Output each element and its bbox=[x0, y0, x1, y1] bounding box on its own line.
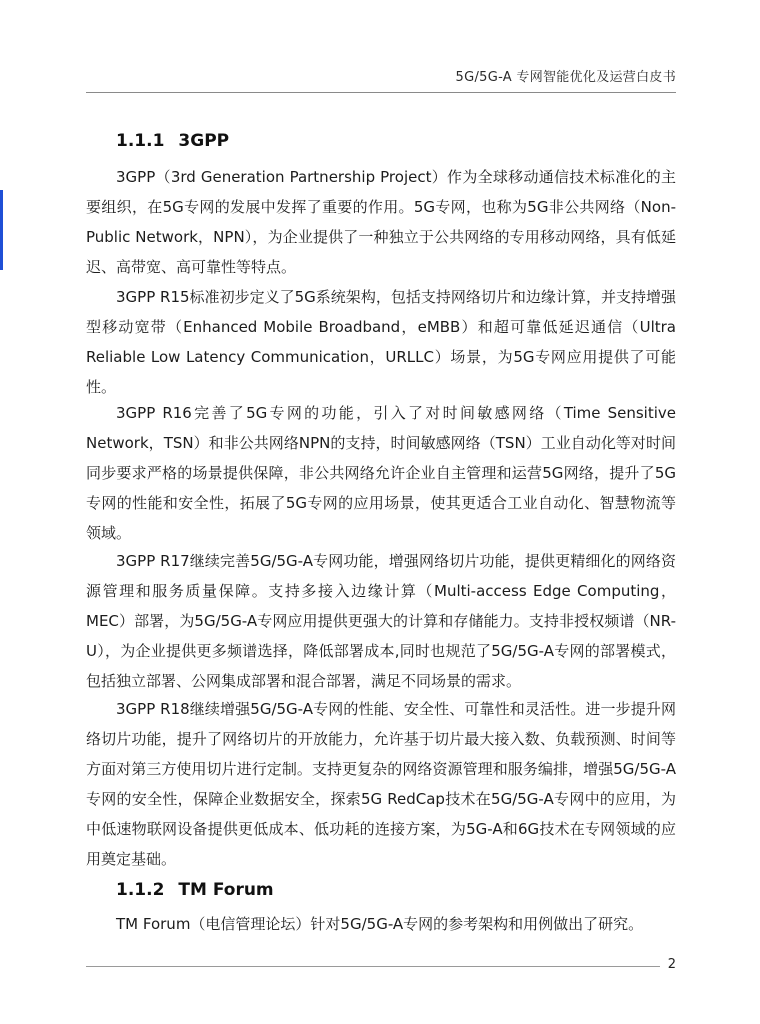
side-accent-bar bbox=[0, 190, 3, 270]
paragraph-r17: 3GPP R17继续完善5G/5G-A专网功能，增强网络切片功能，提供更精细化的网络资源管理和服务质量保障。支持多接入边缘计算（Multi-access Edge Computing，MEC）部署，为5G/5G-A专网应用提供更强大的计算和存储能力。支持非授权频谱（NR-U），为企业提供更多频谱选择，降低部署成本,同时也规范了5G/5G-A专网的部署模式，包括独立部署、公网集成部署和混合部署，满足不同场景的需求。 bbox=[86, 552, 676, 690]
page-number: 2 bbox=[667, 957, 676, 972]
section-heading-tm-forum bbox=[116, 880, 274, 900]
paragraph-tm-forum: TM Forum（电信管理论坛）针对5G/5G-A专网的参考架构和用例做出了研究。 bbox=[116, 915, 644, 933]
section-heading-3gpp bbox=[116, 131, 229, 151]
paragraph-3gpp-intro: 3GPP（3rd Generation Partnership Project）作为全球移动通信技术标准化的主要组织，在5G专网的发展中发挥了重要的作用。5G专网，也称为5G非公共网络（Non-Public Network，NPN），为企业提供了一种独立于公共网络的专用移动网络，具有低延迟、高带宽、高可靠性等特点。 bbox=[86, 168, 676, 276]
section-title: 3GPP bbox=[178, 131, 230, 151]
running-header-title: 5G/5G-A 专网智能优化及运营白皮书 bbox=[455, 70, 676, 85]
paragraph-r18: 3GPP R18继续增强5G/5G-A专网的性能、安全性、可靠性和灵活性。进一步提升网络切片功能，提升了网络切片的开放能力，允许基于切片最大接入数、负载预测、时间等方面对第三方使用切片进行定制。支持更复杂的网络资源管理和服务编排，增强5G/5G-A专网的安全性，保障企业数据安全，探索5G RedCap技术在5G/5G-A专网中的应用，为中低速物联网设备提供更低成本、低功耗的连接方案，为5G-A和6G技术在专网领域的应用奠定基础。 bbox=[86, 700, 676, 868]
header-rule bbox=[86, 92, 676, 93]
footer-rule bbox=[86, 966, 660, 967]
section-number: 1.1.2 bbox=[116, 880, 165, 900]
paragraph-r15: 3GPP R15标准初步定义了5G系统架构，包括支持网络切片和边缘计算，并支持增强型移动宽带（Enhanced Mobile Broadband，eMBB）和超可靠低延迟通信（Ultra Reliable Low Latency Communication，URLLC）场景，为5G专网应用提供了可能性。 bbox=[86, 288, 676, 396]
paragraph-r16: 3GPP R16完善了5G专网的功能，引入了对时间敏感网络（Time Sensitive Network，TSN）和非公共网络NPN的支持，时间敏感网络（TSN）工业自动化等对时间同步要求严格的场景提供保障，非公共网络允许企业自主管理和运营5G网络，提升了5G专网的性能和安全性，拓展了5G专网的应用场景，使其更适合工业自动化、智慧物流等领域。 bbox=[86, 404, 676, 542]
section-title: TM Forum bbox=[178, 880, 274, 900]
section-number: 1.1.1 bbox=[116, 131, 165, 151]
